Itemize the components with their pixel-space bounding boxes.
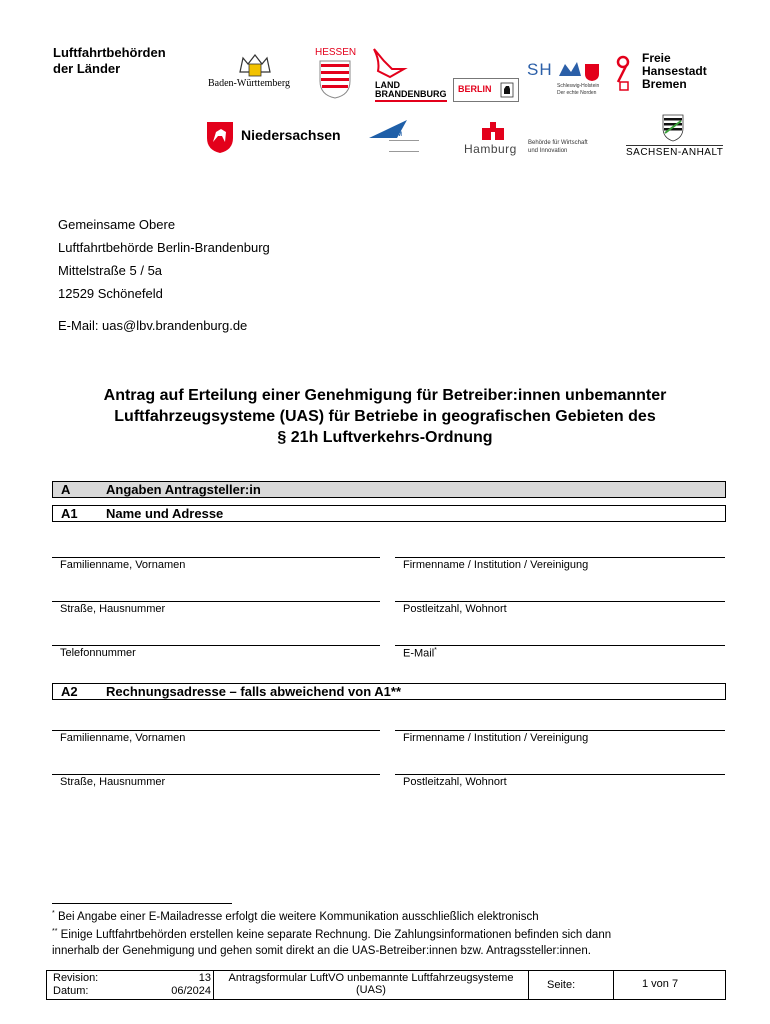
footer-docname-cell — [214, 971, 529, 999]
logo-brandenburg — [365, 47, 447, 102]
a1-email-footnote-mark: * — [434, 647, 437, 654]
logo-bremen — [612, 52, 722, 97]
a1-email-label — [403, 647, 437, 660]
logo-berlin — [453, 78, 519, 102]
niedersachsen-caption: Niedersachsen — [241, 127, 341, 143]
footnote-2-text: Einige Luftfahrtbehörden erstellen keine separate Rechnung. Die Zahlungsinformationen befinden sich dann — [60, 928, 612, 941]
bremen-caption-2: Hansestadt — [642, 64, 707, 78]
footnote-1 — [52, 906, 539, 925]
footer-page-label-cell — [529, 971, 614, 999]
sh-lions-icon — [557, 60, 603, 82]
logo-schleswig-holstein — [527, 60, 607, 100]
brandenburg-caption-2: BRANDENBURG — [375, 89, 447, 102]
address-line-1: Gemeinsame Obere — [58, 217, 176, 232]
bremen-caption-1: Freie — [642, 51, 671, 65]
footnote-2-continued: innerhalb der Genehmigung und gehen somit direkt an die UAS-Betreiber:innen bzw. Antragssteller:innen. — [52, 945, 591, 957]
logo-hessen — [313, 47, 358, 102]
section-a2-header — [52, 683, 726, 700]
a2-street-input[interactable] — [52, 774, 380, 775]
section-a1-code: A1 — [61, 506, 78, 521]
footer-docname-1: Antragsformular LuftVO unbemannte Luftfahrzeugsysteme — [228, 972, 514, 984]
footer-table — [46, 970, 726, 1000]
lbm-caption: LBM — [389, 132, 402, 138]
sachsen-anhalt-crest-icon — [662, 114, 684, 142]
lbm-subtext — [389, 140, 419, 152]
hamburg-caption: Hamburg — [464, 142, 517, 156]
form-title-line-3: § 21h Luftverkehrs-Ordnung — [277, 429, 493, 446]
bremen-caption-3: Bremen — [642, 77, 687, 91]
footer-page-value: 1 von 7 — [642, 978, 679, 990]
a1-street-label: Straße, Hausnummer — [60, 603, 166, 615]
a1-street-input[interactable] — [52, 601, 380, 602]
footer-date-value: 06/2024 — [171, 985, 211, 997]
a1-zip-label: Postleitzahl, Wohnort — [403, 603, 507, 615]
footer-revision-cell — [47, 971, 214, 999]
logo-sachsen-anhalt — [624, 114, 724, 160]
logo-hamburg — [460, 118, 610, 158]
hamburg-castle-icon — [478, 120, 508, 142]
footnote-1-mark: * — [52, 910, 55, 917]
hamburg-sub-2: und Innovation — [528, 148, 568, 154]
a2-street-label: Straße, Hausnummer — [60, 776, 166, 788]
address-line-3: Mittelstraße 5 / 5a — [58, 263, 163, 278]
hamburg-sub-1: Behörde für Wirtschaft — [528, 140, 588, 146]
address-line-4: 12529 Schönefeld — [58, 286, 163, 301]
a2-company-label: Firmenname / Institution / Vereinigung — [403, 732, 589, 744]
niedersachsen-horse-icon — [205, 120, 235, 154]
logo-niedersachsen — [205, 118, 345, 156]
bremen-caption — [642, 52, 707, 91]
a1-zip-input[interactable] — [395, 601, 725, 602]
a2-name-label: Familienname, Vornamen — [60, 732, 186, 744]
footer-page-label: Seite: — [547, 979, 576, 991]
issuer-line-2: der Länder — [53, 61, 121, 76]
a1-phone-input[interactable] — [52, 645, 380, 646]
form-title — [40, 385, 730, 448]
a2-zip-label: Postleitzahl, Wohnort — [403, 776, 507, 788]
footnote-1-text: Bei Angabe einer E-Mailadresse erfolgt die weitere Kommunikation ausschließlich elektronisch — [57, 910, 539, 923]
brandenburg-eagle-icon — [370, 47, 410, 79]
sh-sub-2: Der echte Norden — [557, 90, 597, 96]
a2-zip-input[interactable] — [395, 774, 725, 775]
section-a2-code: A2 — [61, 684, 78, 699]
footer-date-label: Datum: — [53, 985, 89, 997]
form-title-line-1: Antrag auf Erteilung einer Genehmigung für Betreiber:innen unbemannter — [103, 387, 667, 404]
hessen-lion-shield-icon — [317, 59, 353, 99]
a1-email-label-text: E-Mail — [403, 647, 435, 660]
footer-page-value-cell — [614, 971, 725, 999]
footer-revision-label: Revision: — [53, 972, 99, 984]
logo-lbm — [365, 118, 425, 156]
section-a1-header — [52, 505, 726, 522]
issuer-line-1: Luftfahrtbehörden — [53, 45, 166, 60]
section-a2-label: Rechnungsadresse – falls abweichend von A1** — [106, 684, 402, 699]
section-a1-label: Name und Adresse — [106, 506, 224, 521]
address-email: E-Mail: uas@lbv.brandenburg.de — [58, 318, 248, 333]
bw-caption: Baden-Württemberg — [208, 78, 291, 89]
sachsen-anhalt-caption: SACHSEN-ANHALT — [626, 147, 724, 158]
a1-company-input[interactable] — [395, 557, 725, 558]
a1-name-label: Familienname, Vornamen — [60, 559, 186, 571]
berlin-bear-icon — [500, 82, 514, 98]
a1-phone-label: Telefonnummer — [60, 647, 136, 659]
logo-baden-wuerttemberg — [205, 52, 310, 92]
sh-caption: SH — [527, 60, 553, 79]
a1-email-input[interactable] — [395, 645, 725, 646]
sh-sub-1: Schleswig-Holstein — [557, 83, 600, 89]
hessen-caption: HESSEN — [315, 47, 357, 58]
bremen-key-icon — [614, 54, 636, 94]
a2-company-input[interactable] — [395, 730, 725, 731]
section-a-header — [52, 481, 726, 498]
a1-name-input[interactable] — [52, 557, 380, 558]
footnote-2-mark: ** — [52, 928, 58, 935]
address-line-2: Luftfahrtbehörde Berlin-Brandenburg — [58, 240, 270, 255]
berlin-caption: BERLIN — [458, 84, 492, 94]
section-a-code: A — [61, 482, 71, 497]
footer-docname-2: (UAS) — [356, 984, 386, 996]
a2-name-input[interactable] — [52, 730, 380, 731]
footnote-2 — [52, 924, 611, 943]
a1-company-label: Firmenname / Institution / Vereinigung — [403, 559, 589, 571]
form-title-line-2: Luftfahrzeugsysteme (UAS) für Betriebe in geografischen Gebieten des — [114, 408, 656, 425]
brandenburg-caption-1: LAND — [375, 80, 400, 90]
bw-coat-of-arms-icon — [235, 52, 275, 78]
footer-revision-value: 13 — [198, 972, 211, 984]
issuer-heading — [53, 45, 213, 77]
footnote-separator — [52, 903, 232, 904]
section-a-label: Angaben Antragsteller:in — [106, 482, 261, 497]
